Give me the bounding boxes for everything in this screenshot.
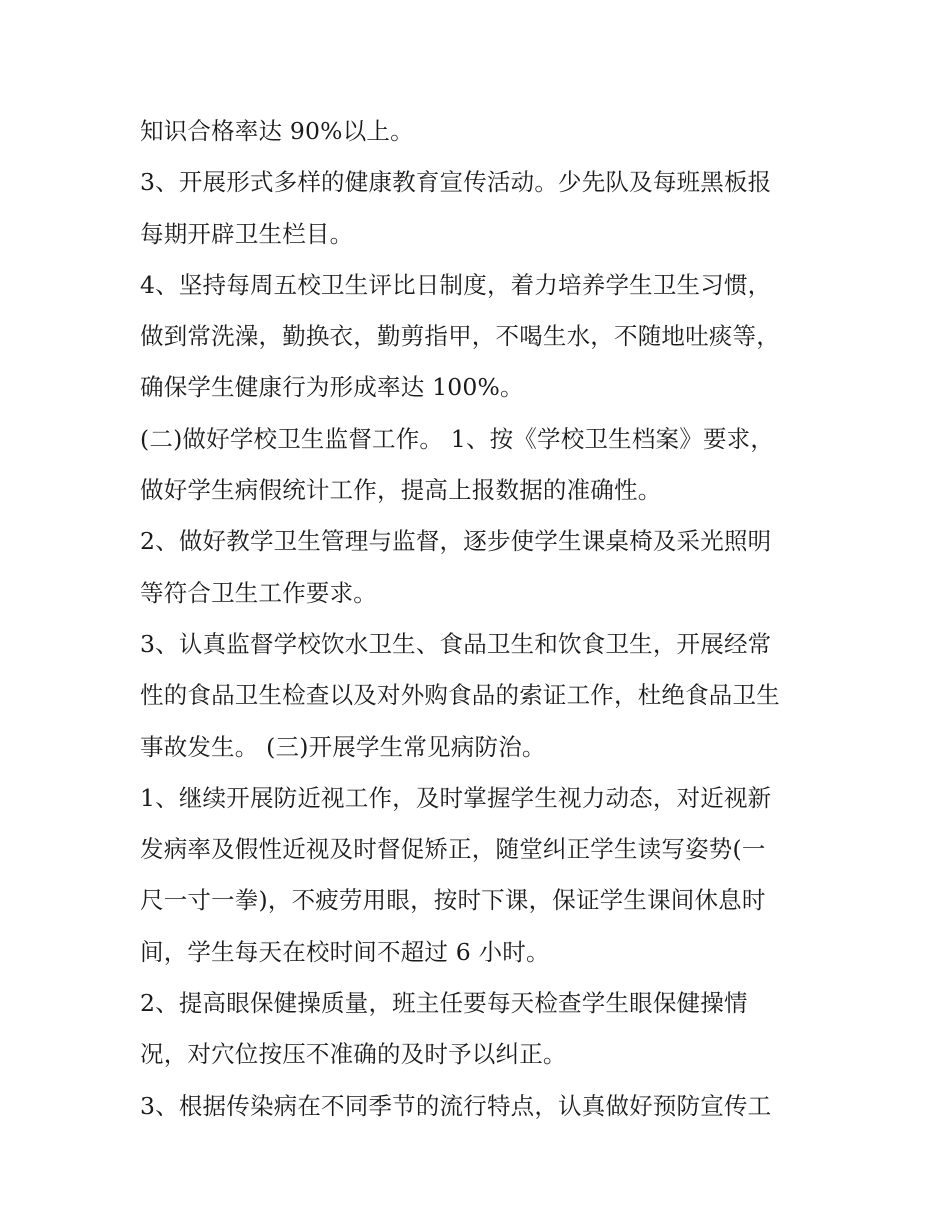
text-line: 3、根据传染病在不同季节的流行特点，认真做好预防宣传工 — [140, 1091, 772, 1120]
text-line: 间，学生每天在校时间不超过 6 小时。 — [140, 937, 550, 966]
text-line: 2、提高眼保健操质量，班主任要每天检查学生眼保健操情 — [140, 989, 748, 1018]
text-line: 等符合卫生工作要求。 — [140, 578, 377, 607]
text-line: 尺一寸一拳)，不疲劳用眼，按时下课，保证学生课间休息时 — [140, 886, 766, 915]
text-line: 3、开展形式多样的健康教育宣传活动。少先队及每班黑板报 — [140, 168, 772, 197]
text-line: 况，对穴位按压不准确的及时予以纠正。 — [140, 1040, 567, 1069]
text-line: 确保学生健康行为形成率达 100%。 — [140, 373, 524, 402]
text-line: 1、继续开展防近视工作，及时掌握学生视力动态，对近视新 — [140, 783, 772, 812]
text-line: 发病率及假性近视及时督促矫正，随堂纠正学生读写姿势(一 — [140, 835, 766, 864]
text-line: 性的食品卫生检查以及对外购食品的索证工作，杜绝食品卫生 — [140, 681, 780, 710]
text-line: 每期开辟卫生栏目。 — [140, 219, 354, 248]
text-line: 做到常洗澡，勤换衣，勤剪指甲，不喝生水，不随地吐痰等， — [140, 322, 780, 351]
text-line: 3、认真监督学校饮水卫生、食品卫生和饮食卫生，开展经常 — [140, 629, 772, 658]
text-line: (二)做好学校卫生监督工作。 1、按《学校卫生档案》要求， — [140, 424, 775, 453]
text-line: 知识合格率达 90%以上。 — [140, 117, 414, 145]
document-body — [140, 106, 820, 1132]
text-line: 做好学生病假统计工作，提高上报数据的准确性。 — [140, 476, 662, 505]
text-line: 2、做好教学卫生管理与监督，逐步使学生课桌椅及采光照明 — [140, 527, 772, 556]
text-line: 事故发生。 (三)开展学生常见病防治。 — [140, 732, 546, 761]
text-line: 4、坚持每周五校卫生评比日制度，着力培养学生卫生习惯， — [140, 270, 772, 299]
